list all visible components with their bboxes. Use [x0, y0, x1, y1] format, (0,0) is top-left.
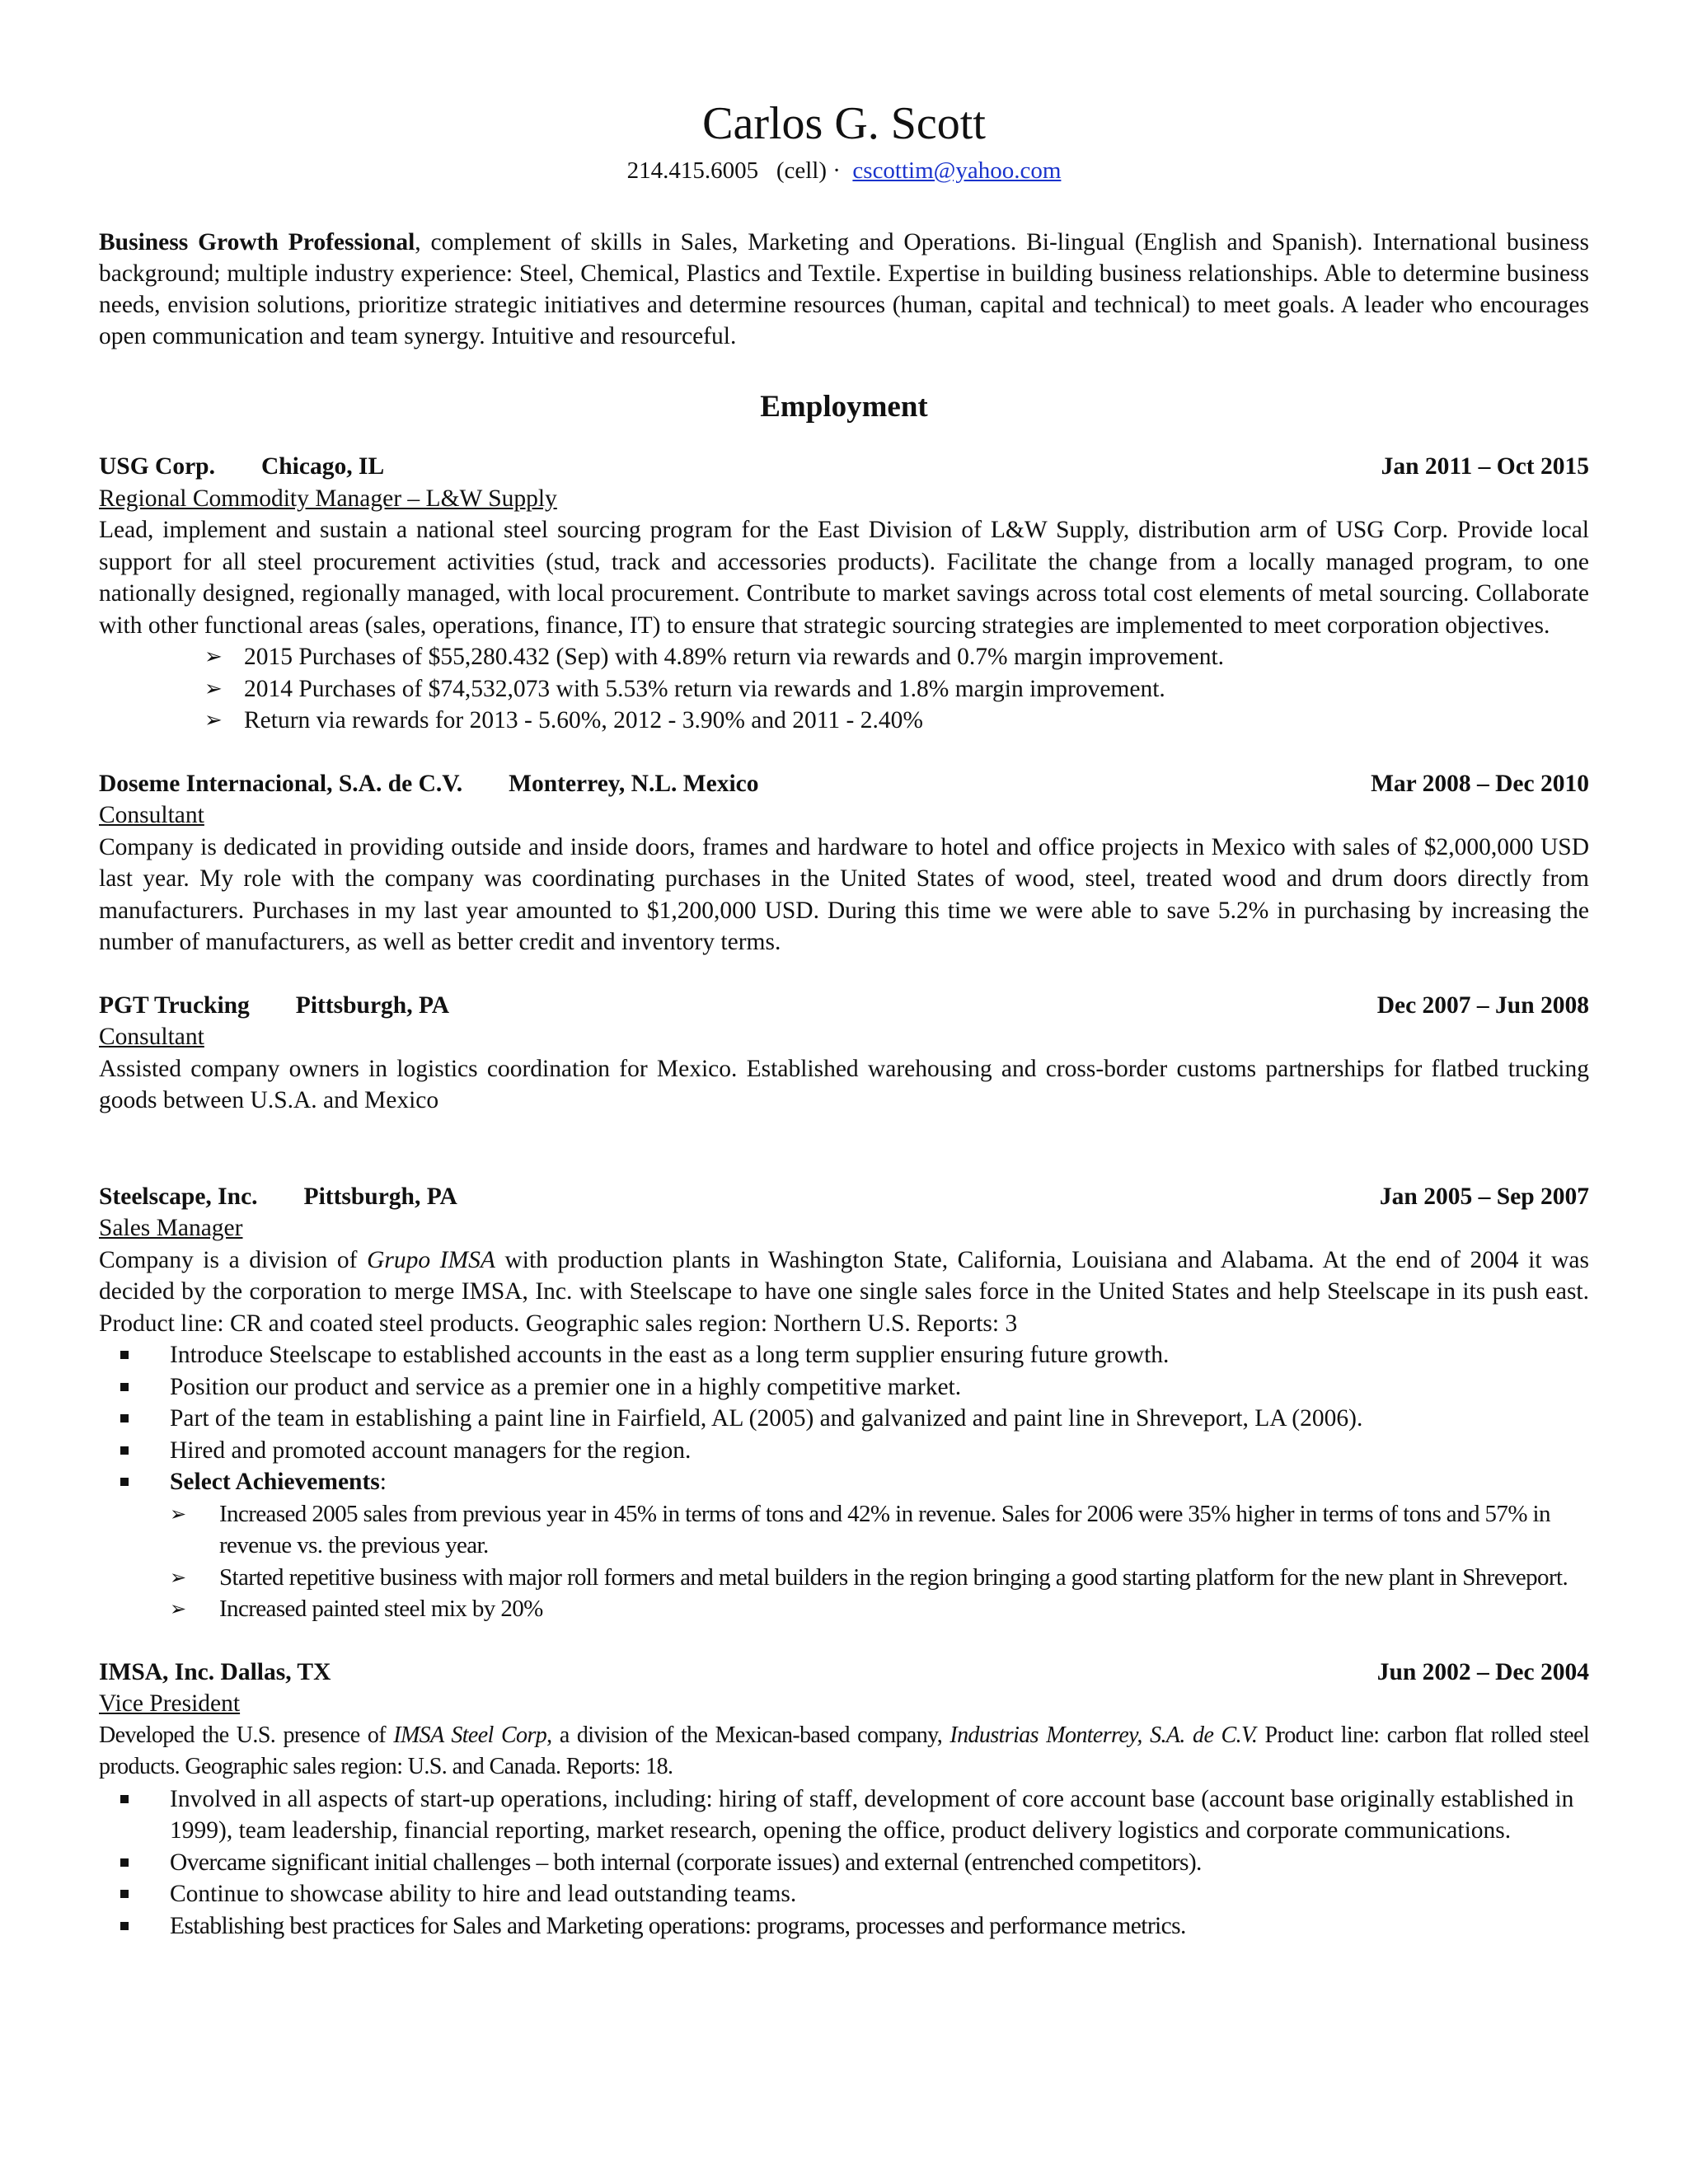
list-item: ➢ 2015 Purchases of $55,280.432 (Sep) with 4.89% return via rewards and 0.7% margin improvement.	[204, 641, 1589, 673]
job-dates: Jan 2011 – Oct 2015	[1381, 453, 1589, 480]
phone-type: (cell) ·	[776, 157, 841, 184]
list-item: Continue to showcase ability to hire and lead outstanding teams.	[120, 1878, 1589, 1910]
job-role: Sales Manager	[99, 1215, 243, 1241]
job-location: Chicago, IL	[260, 453, 385, 480]
section-title-employment: Employment	[760, 390, 928, 424]
list-item: Establishing best practices for Sales and Marketing operations: programs, processes and performance metrics.	[120, 1910, 1589, 1943]
company-name: Steelscape, Inc.	[99, 1183, 258, 1210]
desc-text: , a division of the Mexican-based company,	[546, 1722, 950, 1748]
job-bullets	[99, 641, 1589, 737]
job-pgt	[99, 990, 1589, 1117]
desc-company-italic: Grupo IMSA	[367, 1246, 495, 1273]
achievements-list	[120, 1498, 1589, 1625]
job-header	[99, 1181, 1589, 1213]
job-steelscape	[99, 1181, 1589, 1625]
job-dates: Jun 2002 – Dec 2004	[1376, 1658, 1589, 1685]
spacer	[99, 1148, 1589, 1181]
job-description	[99, 1720, 1589, 1783]
job-location: Monterrey, N.L. Mexico	[509, 770, 759, 797]
job-dates: Mar 2008 – Dec 2010	[1371, 770, 1589, 797]
professional-summary	[99, 227, 1589, 352]
list-item: Overcame significant initial challenges – both internal (corporate issues) and external (entrenched competitors).	[120, 1847, 1589, 1879]
desc-text: Company is a division of	[99, 1246, 368, 1273]
resume-header	[99, 95, 1589, 187]
list-item: Part of the team in establishing a paint line in Fairfield, AL (2005) and galvanized and paint line in Shreveport, LA (2006).	[120, 1403, 1589, 1435]
job-description	[99, 1244, 1589, 1340]
job-description: Lead, implement and sustain a national steel sourcing program for the East Division of L&W Supply, distribution arm of USG Corp. Provide local support for all steel procurement activities (stud, track and accessories products). Facilitate the change from a locally managed program, to one nationally designed, regionally managed, with local procurement. Contribute to market savings across total cost elements of metal sourcing. Collaborate with other functional areas (sales, operations, finance, IT) to ensure that strategic sourcing strategies are implemented to meet corporation objectives.	[99, 517, 1589, 639]
desc-text: with production plants in Washington State, California, Louisiana and Alabama. At the end of 2004 it was decided by the corporation to merge IMSA, Inc. with Steelscape to have one single sales force in the United States and help Steelscape in its push east. Product line: CR and coated steel products. Geographic sales region: Northern U.S. Reports: 3	[99, 1246, 1589, 1337]
job-role: Regional Commodity Manager – L&W Supply	[99, 485, 557, 512]
desc-text: Developed the U.S. presence of	[99, 1722, 394, 1748]
summary-lead: Business Growth Professional	[99, 229, 415, 255]
company-name: USG Corp.	[99, 453, 215, 480]
achievements-label: Select Achievements	[170, 1469, 380, 1495]
email-link[interactable]: cscottim@yahoo.com	[852, 157, 1062, 184]
list-item: ➢ Increased 2005 sales from previous year in 45% in terms of tons and 42% in revenue. Sales for 2006 were 35% higher in terms of tons and 57% in revenue vs. the previous year.	[170, 1498, 1589, 1562]
desc-text: Product line: carbon flat rolled steel products. Geographic sales region: U.S. and Canada. Reports: 18.	[99, 1722, 1589, 1779]
summary-text: , complement of skills in Sales, Marketing and Operations. Bi-lingual (English and Spanish). International business background; multiple industry experience: Steel, Chemical, Plastics and Textile. Expertise in building business relationships. Able to determine business needs, envision solutions, prioritize strategic initiatives and determine resources (human, capital and technical) to meet goals. A leader who encourages open communication and team synergy. Intuitive and resourceful.	[99, 229, 1589, 349]
job-bullets	[99, 1783, 1589, 1943]
job-imsa	[99, 1657, 1589, 1943]
job-header	[99, 990, 1589, 1022]
list-item: Involved in all aspects of start-up operations, including: hiring of staff, development of core account base (account base originally established in 1999), team leadership, financial reporting, market research, opening the office, product delivery logistics and corporate communications.	[120, 1783, 1589, 1847]
job-location: Pittsburgh, PA	[303, 1183, 457, 1210]
list-item: Hired and promoted account managers for the region.	[120, 1435, 1589, 1467]
company-name: IMSA, Inc. Dallas, TX	[99, 1658, 331, 1685]
job-doseme	[99, 768, 1589, 958]
desc-company-italic: IMSA Steel Corp	[393, 1722, 547, 1748]
list-item: ➢ 2014 Purchases of $74,532,073 with 5.53% return via rewards and 1.8% margin improvement.	[204, 673, 1589, 705]
desc-company-italic: Industrias Monterrey, S.A. de C.V.	[950, 1722, 1258, 1748]
candidate-name: Carlos G. Scott	[702, 98, 986, 149]
job-bullets	[99, 1339, 1589, 1625]
job-role: Consultant	[99, 802, 204, 828]
list-item: Introduce Steelscape to established accounts in the east as a long term supplier ensuring future growth.	[120, 1339, 1589, 1371]
job-header	[99, 768, 1589, 800]
list-item: ➢ Return via rewards for 2013 - 5.60%, 2012 - 3.90% and 2011 - 2.40%	[204, 705, 1589, 737]
job-dates: Dec 2007 – Jun 2008	[1376, 991, 1589, 1019]
job-description: Company is dedicated in providing outside and inside doors, frames and hardware to hotel and office projects in Mexico with sales of $2,000,000 USD last year. My role with the company was coordinating purchases in the United States of wood, steel, treated wood and drum doors directly from manufacturers. Purchases in my last year amounted to $1,200,000 USD. During this time we were able to save 5.2% in purchasing by increasing the number of manufacturers, as well as better credit and inventory terms.	[99, 833, 1589, 955]
list-item: ➢ Started repetitive business with major roll formers and metal builders in the region bringing a good starting platform for the new plant in Shreveport.	[170, 1562, 1589, 1594]
list-item: Position our product and service as a premier one in a highly competitive market.	[120, 1371, 1589, 1404]
company-name: PGT Trucking	[99, 991, 250, 1019]
job-header	[99, 451, 1589, 483]
job-header	[99, 1657, 1589, 1689]
job-location: Pittsburgh, PA	[295, 991, 450, 1019]
job-usg	[99, 451, 1589, 737]
achievements-item: Select Achievements: ➢ Increased 2005 sales from previous year in 45% in terms of tons and 42% in revenue. Sales for 2006 were 35% higher in terms of tons and 57% in revenue vs. the previous year. ➢ Started repetitive business with major roll formers and metal builders in the region bringing a good starting platform for the new plant in Shreveport. ➢ Increased painted steel mix by 20%	[120, 1466, 1589, 1625]
job-dates: Jan 2005 – Sep 2007	[1379, 1183, 1589, 1210]
company-name: Doseme Internacional, S.A. de C.V.	[99, 770, 463, 797]
list-item: ➢ Increased painted steel mix by 20%	[170, 1593, 1589, 1625]
contact-line	[99, 154, 1589, 187]
job-role: Consultant	[99, 1024, 204, 1050]
job-role: Vice President	[99, 1690, 241, 1717]
phone-number: 214.415.6005	[626, 157, 759, 184]
job-description: Assisted company owners in logistics coordination for Mexico. Established warehousing and cross-border customs partnerships for flatbed trucking goods between U.S.A. and Mexico	[99, 1055, 1589, 1113]
